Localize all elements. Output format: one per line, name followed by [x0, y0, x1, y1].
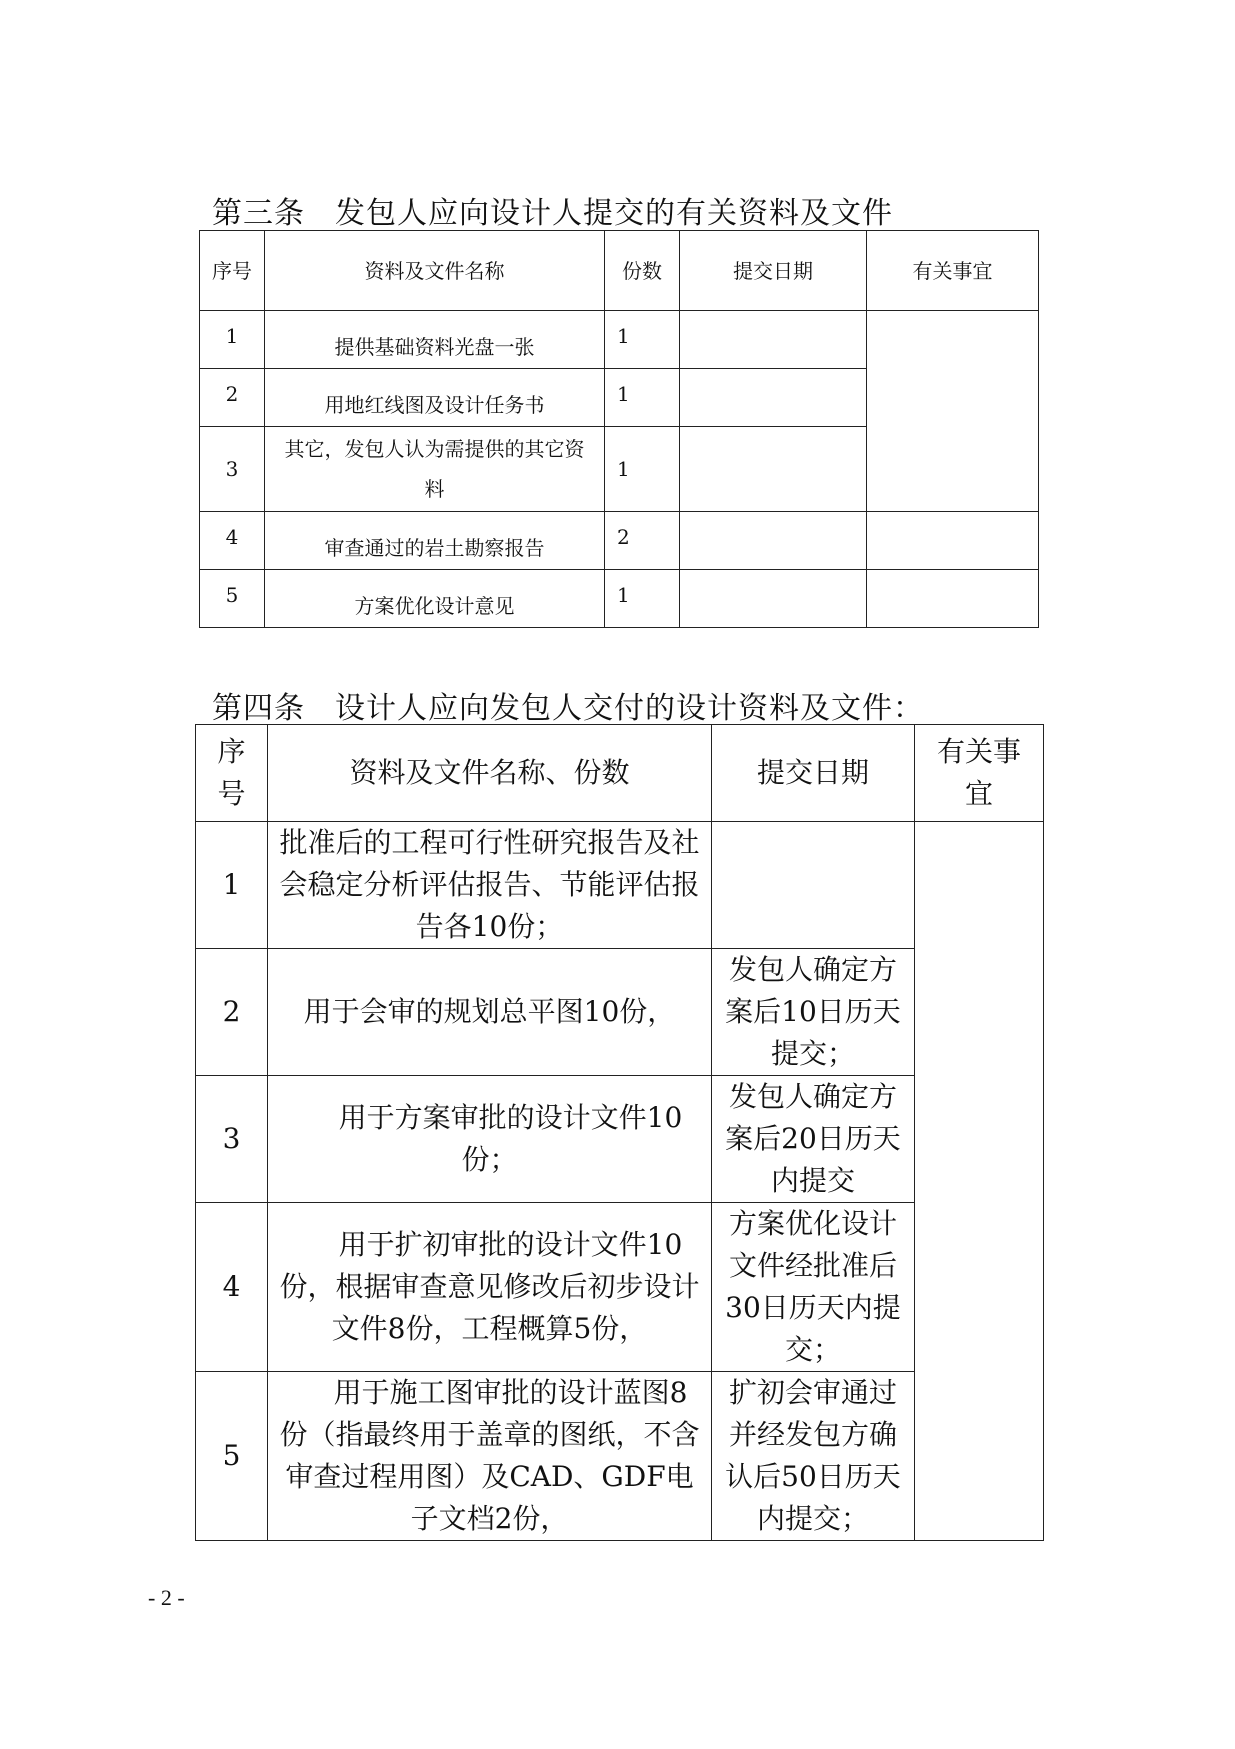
row-date: 发包人确定方案后20日历天内提交	[712, 1076, 915, 1203]
row-count: 1	[605, 570, 680, 628]
section4-table	[195, 724, 1044, 1541]
row-number: 3	[200, 427, 265, 512]
header-cell: 提交日期	[680, 231, 867, 311]
row-name	[265, 427, 605, 512]
row-number: 3	[196, 1076, 268, 1203]
row-date	[680, 512, 867, 570]
row-name: 用于方案审批的设计文件10份；	[268, 1076, 712, 1203]
row-name: 批准后的工程可行性研究报告及社会稳定分析评估报告、节能评估报告各10份；	[268, 822, 712, 949]
row-count: 1	[605, 369, 680, 427]
row-number: 2	[200, 369, 265, 427]
row-matters	[867, 570, 1039, 628]
table-row	[200, 512, 1039, 570]
row-date	[680, 570, 867, 628]
row-matters	[867, 512, 1039, 570]
row-number: 1	[200, 311, 265, 369]
row-name: 审查通过的岩土勘察报告	[265, 512, 605, 570]
header-cell: 资料及文件名称	[265, 231, 605, 311]
row-date	[680, 311, 867, 369]
row-matters	[867, 311, 1039, 512]
section4-title: 设计人应向发包人交付的设计资料及文件：	[335, 691, 924, 726]
row-number: 5	[200, 570, 265, 628]
row-number: 4	[196, 1203, 268, 1372]
section4-heading	[212, 683, 924, 727]
table-row	[196, 822, 1044, 949]
row-date: 发包人确定方案后10日历天提交；	[712, 949, 915, 1076]
row-name: 提供基础资料光盘一张	[265, 311, 605, 369]
row-name: 用于会审的规划总平图10份，	[268, 949, 712, 1076]
row-name: 用于扩初审批的设计文件10份，根据审查意见修改后初步设计文件8份，工程概算5份，	[268, 1203, 712, 1372]
section3-title: 发包人应向设计人提交的有关资料及文件	[335, 196, 893, 231]
header-cell: 序号	[196, 725, 268, 822]
row-name: 方案优化设计意见	[265, 570, 605, 628]
row-name: 用于施工图审批的设计蓝图8份（指最终用于盖章的图纸，不含审查过程用图）及CAD、GDF电子文档2份，	[268, 1372, 712, 1541]
row-date	[712, 822, 915, 949]
section3-heading	[212, 188, 893, 232]
row-date: 方案优化设计文件经批准后30日历天内提交；	[712, 1203, 915, 1372]
section3-article: 第三条	[212, 196, 305, 231]
row-date	[680, 369, 867, 427]
row-count: 2	[605, 512, 680, 570]
header-cell: 提交日期	[712, 725, 915, 822]
row-number: 2	[196, 949, 268, 1076]
row-count: 1	[605, 427, 680, 512]
row-number: 1	[196, 822, 268, 949]
section3-table	[199, 230, 1039, 628]
table-header-row	[200, 231, 1039, 311]
header-cell: 有关事宜	[867, 231, 1039, 311]
section4-article: 第四条	[212, 691, 305, 726]
row-matters	[915, 822, 1044, 1541]
table-row	[200, 570, 1039, 628]
table-row	[200, 311, 1039, 369]
table-header-row	[196, 725, 1044, 822]
header-cell: 份数	[605, 231, 680, 311]
row-date: 扩初会审通过并经发包方确认后50日历天内提交；	[712, 1372, 915, 1541]
page-number: - 2 -	[148, 1585, 185, 1610]
row-name-text: 其它，发包人认为需提供的其它资料	[284, 437, 585, 501]
header-cell: 资料及文件名称、份数	[268, 725, 712, 822]
header-cell: 序号	[200, 231, 265, 311]
row-number: 4	[200, 512, 265, 570]
row-date	[680, 427, 867, 512]
row-name: 用地红线图及设计任务书	[265, 369, 605, 427]
row-count: 1	[605, 311, 680, 369]
row-number: 5	[196, 1372, 268, 1541]
header-cell: 有关事宜	[915, 725, 1044, 822]
